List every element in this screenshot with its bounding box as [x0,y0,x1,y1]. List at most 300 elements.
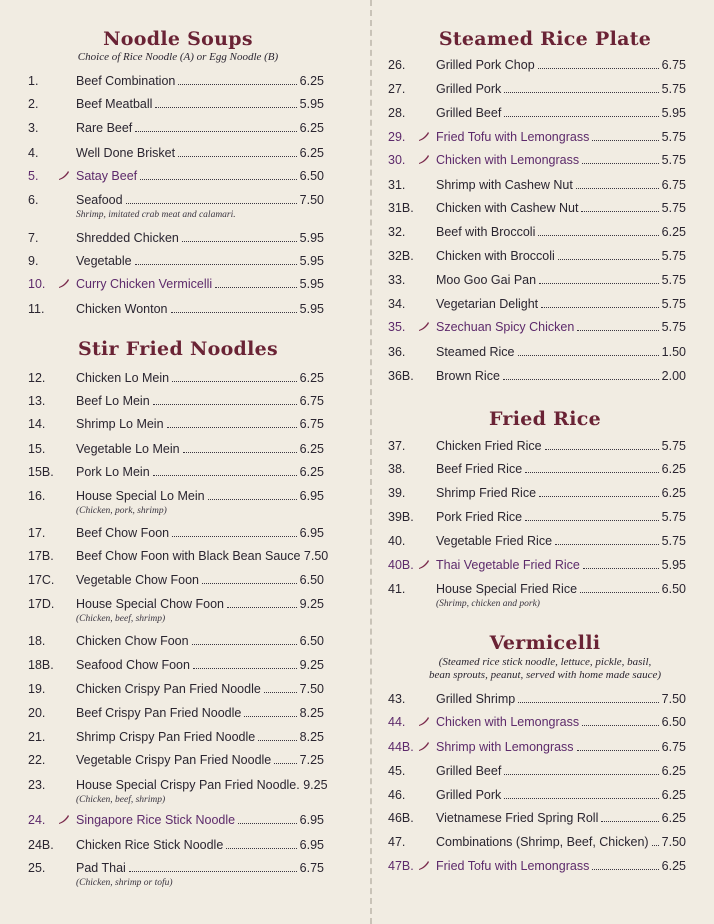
item-number: 40. [388,534,406,548]
item-price: 5.75 [661,153,686,167]
item-name: Seafood Chow Foon [76,658,190,672]
dot-leader [539,496,659,497]
item-line [76,597,324,612]
dot-leader [577,330,658,331]
item-price: 7.50 [299,682,324,696]
item-name: Beef Chow Foon [76,526,170,540]
dot-leader [538,68,659,69]
item-price: 6.75 [299,861,324,875]
item-line [436,835,686,850]
item-number: 46. [388,788,406,802]
item-line [76,121,324,136]
dot-leader [244,716,296,717]
item-note: (Chicken, pork, shrimp) [76,506,167,516]
item-separator: . [296,778,304,792]
item-line [436,582,686,597]
section-title: Fried Rice [488,408,602,430]
dot-leader [539,283,659,284]
item-line [76,277,324,292]
item-price: 6.50 [299,634,324,648]
item-name: Shrimp with Cashew Nut [436,178,573,192]
chili-pepper-icon [418,740,430,757]
item-line [76,231,324,246]
item-name: Vietnamese Fried Spring Roll [436,811,599,825]
dot-leader [258,740,296,741]
item-price: 2.00 [661,369,686,383]
item-line [436,178,686,193]
item-line [76,254,324,269]
item-price: 5.75 [661,510,686,524]
item-price: 7.50 [661,835,686,849]
item-name: Beef Crispy Pan Fried Noodle [76,706,242,720]
dot-leader [126,203,297,204]
item-note: (Shrimp, chicken and pork) [436,599,540,609]
dot-leader [592,140,658,141]
item-number: 26. [388,58,406,72]
item-price: 5.75 [661,201,686,215]
item-price: 5.95 [299,254,324,268]
item-price: 5.75 [661,534,686,548]
dot-leader [541,307,659,308]
item-name: Beef Fried Rice [436,462,523,476]
dot-leader [504,798,658,799]
item-name: Grilled Pork [436,788,502,802]
item-line [76,465,324,480]
dot-leader [153,404,297,405]
chili-pepper-icon [58,169,70,186]
item-line [436,273,686,288]
item-name: Grilled Pork Chop [436,58,535,72]
item-number: 32. [388,225,406,239]
item-line [436,788,686,803]
item-price: 6.25 [299,121,324,135]
item-line [76,394,324,409]
item-name: Well Done Brisket [76,146,176,160]
item-line [76,778,328,793]
item-price: 6.25 [661,225,686,239]
item-name: Steamed Rice [436,345,515,359]
item-line [76,193,324,208]
item-number: 47. [388,835,406,849]
item-name: Thai Vegetable Fried Rice [436,558,580,572]
item-number: 44. [388,715,406,729]
item-number: 7. [28,231,39,245]
dot-leader [171,312,297,313]
item-number: 17D. [28,597,55,611]
item-number: 10. [28,277,46,291]
dot-leader [525,520,659,521]
item-name: Beef with Broccoli [436,225,536,239]
item-name: Fried Tofu with Lemongrass [436,130,590,144]
item-name: Vegetable Fried Rice [436,534,553,548]
item-price: 6.25 [299,74,324,88]
item-name: Szechuan Spicy Chicken [436,320,575,334]
item-number: 34. [388,297,406,311]
item-price: 6.25 [299,442,324,456]
item-line [76,753,324,768]
dot-leader [601,821,658,822]
item-number: 15. [28,442,46,456]
item-price: 6.50 [661,582,686,596]
item-line [76,146,324,161]
item-number: 40B. [388,558,414,572]
item-line [436,225,686,240]
dot-leader [129,871,297,872]
item-price: 6.25 [299,371,324,385]
item-number: 18B. [28,658,54,672]
item-line [436,369,686,384]
item-name: Chicken with Lemongrass [436,153,580,167]
item-name: Beef Combination [76,74,176,88]
item-price: 6.95 [299,838,324,852]
section-stir-fried-noodles [0,338,356,360]
item-number: 43. [388,692,406,706]
item-line [76,838,324,853]
item-number: 17B. [28,549,54,563]
section-title: Stir Fried Noodles [77,338,279,360]
item-number: 46B. [388,811,414,825]
item-line [76,706,324,721]
section-subtitle: Choice of Rice Noodle (A) or Egg Noodle (B) [77,51,279,63]
dot-leader [525,472,659,473]
item-name: Fried Tofu with Lemongrass [436,859,590,873]
item-number: 19. [28,682,46,696]
item-number: 47B. [388,859,414,873]
dot-leader [518,702,658,703]
item-line [436,486,686,501]
item-price: 8.25 [299,706,324,720]
dot-leader [183,452,297,453]
dot-leader [558,259,659,260]
item-line [436,345,686,360]
item-name: Pad Thai [76,861,126,875]
item-number: 23. [28,778,46,792]
dot-leader [226,848,296,849]
item-price: 5.75 [661,320,686,334]
item-name: Vegetarian Delight [436,297,539,311]
item-price: 5.75 [661,439,686,453]
item-number: 31. [388,178,406,192]
dot-leader [202,583,297,584]
item-line [436,558,686,573]
item-number: 21. [28,730,46,744]
item-line [436,58,686,73]
item-note: (Chicken, beef, shrimp) [76,795,166,805]
item-number: 27. [388,82,406,96]
item-line [76,658,324,673]
item-number: 15B. [28,465,54,479]
item-number: 37. [388,439,406,453]
item-note: (Chicken, shrimp or tofu) [76,878,173,888]
item-line [76,442,324,457]
item-price: 6.25 [661,859,686,873]
dot-leader [576,188,659,189]
column-divider [370,0,372,924]
item-price: 1.50 [661,345,686,359]
item-price: 5.95 [299,302,324,316]
item-number: 17. [28,526,46,540]
item-price: 5.95 [661,106,686,120]
item-number: 45. [388,764,406,778]
item-name: Combinations (Shrimp, Beef, Chicken) [436,835,649,849]
dot-leader [504,92,658,93]
chili-pepper-icon [418,558,430,575]
item-price: 6.25 [299,465,324,479]
item-line [76,489,324,504]
item-line [76,417,324,432]
item-name: Moo Goo Gai Pan [436,273,537,287]
item-name: Chicken with Cashew Nut [436,201,579,215]
item-name: Grilled Beef [436,106,502,120]
item-line [76,682,324,697]
item-number: 41. [388,582,406,596]
item-number: 1. [28,74,39,88]
dot-leader [504,116,658,117]
item-name: Singapore Rice Stick Noodle [76,813,236,827]
item-line [76,861,324,876]
item-line [436,715,686,730]
item-number: 35. [388,320,406,334]
item-price: 6.75 [299,394,324,408]
section-subtitle-line-2: bean sprouts, peanut, served with home made sauce) [428,669,662,681]
item-name: Chicken with Broccoli [436,249,555,263]
dot-leader [215,287,297,288]
item-name: Shrimp Crispy Pan Fried Noodle [76,730,256,744]
item-price: 6.50 [299,169,324,183]
item-number: 6. [28,193,39,207]
item-price: 6.25 [661,462,686,476]
item-price: 7.50 [303,549,329,563]
item-line [436,692,686,707]
item-price: 5.75 [661,130,686,144]
item-line [436,320,686,335]
item-line [76,813,324,828]
item-number: 30. [388,153,406,167]
item-price: 9.25 [299,597,324,611]
item-price: 6.25 [661,486,686,500]
section-fried-rice [380,408,710,430]
item-name: Grilled Pork [436,82,502,96]
item-name: Shrimp Lo Mein [76,417,164,431]
item-line [436,297,686,312]
item-price: 6.50 [661,715,686,729]
section-title: Steamed Rice Plate [438,28,652,50]
dot-leader [581,211,658,212]
section-title: Vermicelli [489,632,601,654]
item-price: 7.50 [299,193,324,207]
chili-pepper-icon [418,320,430,337]
item-price: 6.25 [661,788,686,802]
dot-leader [592,869,658,870]
dot-leader [193,668,297,669]
item-note: (Chicken, beef, shrimp) [76,614,166,624]
item-number: 18. [28,634,46,648]
item-price: 6.25 [661,811,686,825]
item-line [436,439,686,454]
dot-leader [274,763,296,764]
item-name: Satay Beef [76,169,138,183]
item-name: Chicken Wonton [76,302,168,316]
dot-leader [208,499,297,500]
item-number: 20. [28,706,46,720]
item-name: Beef Lo Mein [76,394,150,408]
dot-leader [135,264,297,265]
item-number: 39. [388,486,406,500]
item-name: Rare Beef [76,121,133,135]
dot-leader [227,607,297,608]
item-number: 5. [28,169,39,183]
dot-leader [178,84,296,85]
item-name: House Special Fried Rice [436,582,578,596]
item-line [436,153,686,168]
item-line [436,201,686,216]
item-name: House Special Chow Foon [76,597,224,611]
dot-leader [577,750,659,751]
item-name: Brown Rice [436,369,500,383]
item-line [436,462,686,477]
chili-pepper-icon [58,813,70,830]
item-line [76,549,329,564]
item-number: 14. [28,417,46,431]
item-line [76,74,324,89]
section-subtitle-line-1: (Steamed rice stick noodle, lettuce, pickle, basil, [438,656,652,668]
item-name: Pork Fried Rice [436,510,523,524]
item-number: 2. [28,97,39,111]
item-number: 12. [28,371,46,385]
item-price: 6.75 [661,58,686,72]
item-number: 17C. [28,573,55,587]
item-name: Chicken with Lemongrass [436,715,580,729]
item-price: 9.25 [303,778,328,792]
dot-leader [582,725,659,726]
item-price: 7.25 [299,753,324,767]
item-line [436,82,686,97]
item-name: Beef Chow Foon with Black Bean Sauce [76,549,301,563]
dot-leader [135,131,296,132]
item-name: Chicken Crispy Pan Fried Noodle [76,682,261,696]
dot-leader [172,536,297,537]
item-number: 16. [28,489,46,503]
item-name: Beef Meatball [76,97,153,111]
dot-leader [582,163,659,164]
item-name: House Special Crispy Pan Fried Noodle [76,778,297,792]
dot-leader [580,592,659,593]
chili-pepper-icon [418,715,430,732]
item-line [436,249,686,264]
item-price: 6.25 [661,764,686,778]
item-number: 29. [388,130,406,144]
item-line [76,302,324,317]
item-price: 6.95 [299,489,324,503]
item-line [436,764,686,779]
item-price: 5.75 [661,82,686,96]
item-name: Vegetable Crispy Pan Fried Noodle [76,753,272,767]
item-line [76,634,324,649]
item-price: 5.95 [299,97,324,111]
item-name: Chicken Chow Foon [76,634,189,648]
item-price: 6.25 [299,146,324,160]
section-noodle-soups [0,28,356,64]
item-price: 7.50 [661,692,686,706]
item-number: 25. [28,861,46,875]
dot-leader [192,644,297,645]
item-number: 9. [28,254,39,268]
item-line [436,859,686,874]
chili-pepper-icon [58,277,70,294]
dot-leader [167,427,297,428]
dot-leader [155,107,296,108]
item-line [76,526,324,541]
section-steamed-rice-plate [380,28,710,50]
item-name: Vegetable [76,254,132,268]
item-number: 3. [28,121,39,135]
item-name: Grilled Beef [436,764,502,778]
item-name: Chicken Lo Mein [76,371,170,385]
item-line [76,730,324,745]
chili-pepper-icon [418,153,430,170]
item-price: 5.75 [661,249,686,263]
item-price: 6.95 [299,526,324,540]
dot-leader [583,568,659,569]
item-line [76,97,324,112]
item-price: 5.95 [299,231,324,245]
dot-leader [172,381,297,382]
item-price: 6.75 [661,178,686,192]
item-name: Shredded Chicken [76,231,179,245]
item-price: 8.25 [299,730,324,744]
chili-pepper-icon [418,130,430,147]
item-price: 5.95 [661,558,686,572]
item-name: Chicken Rice Stick Noodle [76,838,224,852]
item-price: 5.95 [299,277,324,291]
item-name: Shrimp with Lemongrass [436,740,574,754]
dot-leader [518,355,659,356]
item-name: Pork Lo Mein [76,465,150,479]
item-line [436,510,686,525]
item-line [436,106,686,121]
item-number: 36. [388,345,406,359]
dot-leader [178,156,297,157]
item-name: House Special Lo Mein [76,489,205,503]
dot-leader [504,774,658,775]
item-number: 44B. [388,740,414,754]
section-title: Noodle Soups [103,28,253,50]
dot-leader [538,235,658,236]
section-vermicelli [380,632,710,682]
item-price: 5.75 [661,297,686,311]
item-number: 36B. [388,369,414,383]
item-number: 33. [388,273,406,287]
item-number: 39B. [388,510,414,524]
item-name: Curry Chicken Vermicelli [76,277,213,291]
item-name: Vegetable Lo Mein [76,442,180,456]
item-note: Shrimp, imitated crab meat and calamari. [76,210,236,220]
item-line [436,130,686,145]
dot-leader [140,179,297,180]
item-line [76,371,324,386]
item-price: 6.75 [299,417,324,431]
item-number: 13. [28,394,46,408]
dot-leader [153,475,297,476]
item-price: 9.25 [299,658,324,672]
item-number: 24. [28,813,46,827]
dot-leader [264,692,297,693]
item-number: 22. [28,753,46,767]
item-line [436,534,686,549]
item-line [76,573,324,588]
dot-leader [238,823,297,824]
dot-leader [652,845,659,846]
